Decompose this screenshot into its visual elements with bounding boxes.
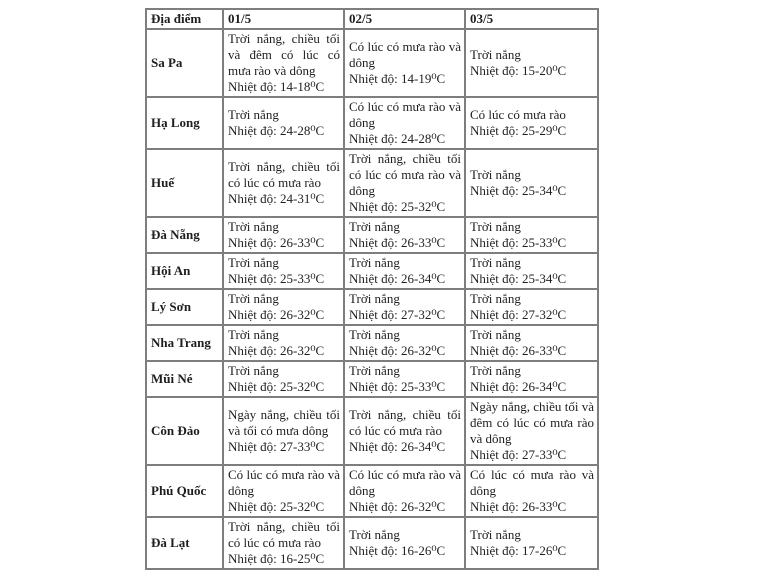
forecast-cell: [344, 253, 465, 289]
forecast-cell: [465, 397, 598, 465]
forecast-cell: [223, 217, 344, 253]
location-cell: Hội An: [146, 253, 223, 289]
table-row: [146, 217, 598, 253]
weather-forecast-container: [145, 8, 599, 570]
forecast-cell: [223, 289, 344, 325]
forecast-cell: [465, 289, 598, 325]
location-cell: Lý Sơn: [146, 289, 223, 325]
forecast-temperature: Nhiệt độ: 27-32⁰C: [470, 307, 567, 322]
forecast-temperature: Nhiệt độ: 26-32⁰C: [228, 343, 325, 358]
column-header-date-1: 01/5: [223, 9, 344, 29]
location-cell: Đà Lạt: [146, 517, 223, 569]
forecast-description: Trời nắng, chiều tối có lúc có mưa rào và dông: [349, 151, 461, 198]
forecast-temperature: Nhiệt độ: 26-32⁰C: [349, 499, 446, 514]
forecast-cell: [344, 289, 465, 325]
forecast-temperature: Nhiệt độ: 14-19⁰C: [349, 71, 446, 86]
column-header-date-2: 02/5: [344, 9, 465, 29]
forecast-cell: [465, 149, 598, 217]
forecast-cell: [465, 29, 598, 97]
forecast-cell: [465, 465, 598, 517]
forecast-cell: [465, 217, 598, 253]
forecast-description: Ngày nắng, chiều tối và tối có mưa dông: [228, 407, 340, 438]
forecast-temperature: Nhiệt độ: 26-33⁰C: [349, 235, 446, 250]
forecast-description: Trời nắng: [228, 363, 279, 378]
forecast-temperature: Nhiệt độ: 25-33⁰C: [228, 271, 325, 286]
forecast-description: Trời nắng, chiều tối có lúc có mưa rào: [228, 159, 340, 190]
forecast-cell: [223, 29, 344, 97]
forecast-description: Trời nắng: [228, 219, 279, 234]
weather-forecast-table: [145, 8, 599, 570]
forecast-description: Trời nắng: [470, 527, 521, 542]
forecast-temperature: Nhiệt độ: 26-33⁰C: [228, 235, 325, 250]
forecast-temperature: Nhiệt độ: 24-31⁰C: [228, 191, 325, 206]
forecast-cell: [344, 397, 465, 465]
table-row: [146, 397, 598, 465]
table-row: [146, 29, 598, 97]
table-row: [146, 517, 598, 569]
forecast-temperature: Nhiệt độ: 16-26⁰C: [349, 543, 446, 558]
column-header-location: Địa điểm: [146, 9, 223, 29]
forecast-temperature: Nhiệt độ: 25-34⁰C: [470, 183, 567, 198]
forecast-temperature: Nhiệt độ: 25-32⁰C: [228, 499, 325, 514]
forecast-temperature: Nhiệt độ: 26-34⁰C: [470, 379, 567, 394]
forecast-description: Trời nắng, chiều tối và đêm có lúc có mưa rào và dông: [228, 31, 340, 78]
forecast-description: Có lúc có mưa rào: [470, 107, 566, 122]
forecast-cell: [344, 149, 465, 217]
forecast-cell: [223, 465, 344, 517]
forecast-description: Trời nắng: [470, 167, 521, 182]
forecast-description: Trời nắng: [349, 327, 400, 342]
forecast-cell: [344, 465, 465, 517]
forecast-temperature: Nhiệt độ: 24-28⁰C: [228, 123, 325, 138]
table-row: [146, 325, 598, 361]
forecast-cell: [344, 517, 465, 569]
forecast-temperature: Nhiệt độ: 26-32⁰C: [228, 307, 325, 322]
forecast-cell: [465, 517, 598, 569]
forecast-temperature: Nhiệt độ: 25-32⁰C: [349, 199, 446, 214]
location-cell: Hạ Long: [146, 97, 223, 149]
forecast-cell: [223, 397, 344, 465]
forecast-temperature: Nhiệt độ: 16-25⁰C: [228, 551, 325, 566]
forecast-temperature: Nhiệt độ: 25-33⁰C: [470, 235, 567, 250]
forecast-cell: [465, 253, 598, 289]
location-cell: Nha Trang: [146, 325, 223, 361]
table-row: [146, 253, 598, 289]
forecast-cell: [223, 149, 344, 217]
forecast-cell: [465, 325, 598, 361]
forecast-cell: [344, 217, 465, 253]
forecast-description: Trời nắng: [228, 291, 279, 306]
forecast-description: Trời nắng: [470, 255, 521, 270]
forecast-description: Trời nắng: [228, 255, 279, 270]
forecast-description: Trời nắng: [349, 219, 400, 234]
forecast-description: Trời nắng, chiều tối có lúc có mưa rào: [228, 519, 340, 550]
forecast-temperature: Nhiệt độ: 26-33⁰C: [470, 343, 567, 358]
forecast-temperature: Nhiệt độ: 24-28⁰C: [349, 131, 446, 146]
forecast-temperature: Nhiệt độ: 26-32⁰C: [349, 343, 446, 358]
forecast-description: Có lúc có mưa rào và dông: [470, 467, 594, 498]
forecast-description: Trời nắng: [470, 363, 521, 378]
forecast-description: Có lúc có mưa rào và dông: [349, 99, 461, 130]
forecast-description: Trời nắng: [228, 327, 279, 342]
forecast-description: Ngày nắng, chiều tối và đêm có lúc có mưa rào và dông: [470, 399, 594, 446]
forecast-description: Trời nắng: [470, 327, 521, 342]
forecast-description: Trời nắng: [470, 291, 521, 306]
forecast-temperature: Nhiệt độ: 27-33⁰C: [228, 439, 325, 454]
forecast-temperature: Nhiệt độ: 25-32⁰C: [228, 379, 325, 394]
forecast-temperature: Nhiệt độ: 17-26⁰C: [470, 543, 567, 558]
table-header-row: [146, 9, 598, 29]
forecast-cell: [223, 325, 344, 361]
forecast-description: Trời nắng: [470, 47, 521, 62]
forecast-cell: [223, 361, 344, 397]
forecast-temperature: Nhiệt độ: 26-34⁰C: [349, 439, 446, 454]
forecast-description: Trời nắng: [349, 363, 400, 378]
forecast-temperature: Nhiệt độ: 14-18⁰C: [228, 79, 325, 94]
forecast-description: Có lúc có mưa rào và dông: [349, 467, 461, 498]
forecast-description: Trời nắng: [470, 219, 521, 234]
table-row: [146, 465, 598, 517]
forecast-description: Trời nắng: [349, 255, 400, 270]
forecast-description: Trời nắng: [228, 107, 279, 122]
table-row: [146, 149, 598, 217]
location-cell: Côn Đảo: [146, 397, 223, 465]
forecast-temperature: Nhiệt độ: 25-29⁰C: [470, 123, 567, 138]
forecast-cell: [465, 97, 598, 149]
location-cell: Huế: [146, 149, 223, 217]
forecast-temperature: Nhiệt độ: 25-34⁰C: [470, 271, 567, 286]
forecast-cell: [344, 361, 465, 397]
forecast-temperature: Nhiệt độ: 27-32⁰C: [349, 307, 446, 322]
location-cell: Đà Nẵng: [146, 217, 223, 253]
table-row: [146, 361, 598, 397]
forecast-cell: [344, 29, 465, 97]
forecast-cell: [344, 325, 465, 361]
location-cell: Mũi Né: [146, 361, 223, 397]
forecast-description: Có lúc có mưa rào và dông: [228, 467, 340, 498]
forecast-temperature: Nhiệt độ: 27-33⁰C: [470, 447, 567, 462]
forecast-description: Trời nắng: [349, 527, 400, 542]
forecast-temperature: Nhiệt độ: 25-33⁰C: [349, 379, 446, 394]
forecast-cell: [465, 361, 598, 397]
forecast-temperature: Nhiệt độ: 26-34⁰C: [349, 271, 446, 286]
table-row: [146, 97, 598, 149]
location-cell: Phú Quốc: [146, 465, 223, 517]
location-cell: Sa Pa: [146, 29, 223, 97]
column-header-date-3: 03/5: [465, 9, 598, 29]
table-row: [146, 289, 598, 325]
forecast-temperature: Nhiệt độ: 15-20⁰C: [470, 63, 567, 78]
forecast-description: Có lúc có mưa rào và dông: [349, 39, 461, 70]
forecast-cell: [223, 97, 344, 149]
forecast-temperature: Nhiệt độ: 26-33⁰C: [470, 499, 567, 514]
table-body: [146, 29, 598, 569]
forecast-cell: [344, 97, 465, 149]
forecast-cell: [223, 253, 344, 289]
forecast-description: Trời nắng, chiều tối có lúc có mưa rào: [349, 407, 461, 438]
forecast-description: Trời nắng: [349, 291, 400, 306]
forecast-cell: [223, 517, 344, 569]
